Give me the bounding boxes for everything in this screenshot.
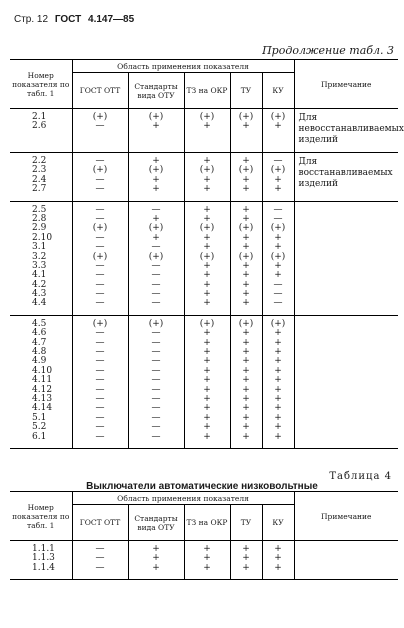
std-value: + [152, 562, 160, 573]
gost-value: (+) [92, 112, 108, 122]
tu-cell [230, 315, 262, 448]
indicator-number: 3.1 [32, 242, 47, 253]
std-value: — [151, 356, 161, 367]
tz-value: + [203, 232, 211, 243]
tz-value: (+) [199, 112, 215, 122]
gost-value: — [95, 553, 105, 564]
indicator-number: 1.1.3 [32, 553, 55, 564]
standard-name: ГОСТ [54, 14, 82, 25]
tz-value: (+) [199, 165, 215, 176]
indicator-number: 2.10 [32, 232, 53, 243]
tz-value: + [203, 384, 211, 395]
table-row-group [10, 153, 398, 202]
std-value: + [152, 156, 160, 166]
tu-value: + [242, 279, 250, 290]
ku-value: + [274, 422, 282, 433]
ku-value: + [274, 365, 282, 376]
tz-value: + [203, 553, 211, 564]
tu-value: (+) [238, 251, 254, 262]
std-value: (+) [148, 112, 164, 122]
std-value: — [151, 347, 161, 358]
gost-value: (+) [92, 318, 108, 329]
tz-value: + [203, 260, 211, 271]
indicator-number: 4.10 [32, 365, 53, 376]
tu-value: + [242, 156, 250, 166]
indicator-number: 4.13 [32, 393, 53, 404]
ku-value: + [274, 232, 282, 243]
indicator-number: 1.1.4 [32, 562, 55, 573]
tz-value: + [203, 356, 211, 367]
table-row-group [10, 201, 398, 315]
std-value: (+) [148, 165, 164, 176]
tu-value: + [242, 412, 250, 423]
std-value: + [152, 174, 160, 185]
tz-value: + [203, 393, 211, 404]
gost-value: — [95, 260, 105, 271]
gost-value: — [95, 393, 105, 404]
tu-value: + [242, 204, 250, 215]
note-cell [294, 541, 398, 580]
indicator-number: 3.2 [32, 251, 47, 262]
ku-value: + [274, 337, 282, 348]
tu-value: + [242, 270, 250, 281]
tz-value: + [203, 562, 211, 573]
ku-value: + [274, 184, 282, 195]
table-row-group [10, 109, 398, 153]
tz-value: + [203, 156, 211, 166]
std-value: — [151, 298, 161, 309]
indicator-number: 2.2 [32, 156, 47, 166]
ku-value: + [274, 356, 282, 367]
tu-value: + [242, 121, 250, 132]
ku-cell [262, 541, 294, 580]
tz-cell [184, 201, 230, 315]
tu-value: + [242, 337, 250, 348]
gost-cell [72, 315, 128, 448]
indicator-number: 4.4 [32, 298, 47, 309]
indicator-number: 3.3 [32, 260, 47, 271]
std-value: — [151, 204, 161, 215]
indicator-number: 4.3 [32, 289, 47, 300]
indicator-number: 4.8 [32, 347, 47, 358]
tz-value: + [203, 204, 211, 215]
tu-value: (+) [238, 223, 254, 234]
tz-value: + [203, 375, 211, 386]
std-value: — [151, 422, 161, 433]
std-value: — [151, 279, 161, 290]
gost-cell [72, 541, 128, 580]
tu-value: + [242, 242, 250, 253]
t4-col-area-header: Область применения показателя [72, 492, 294, 505]
indicator-number: 2.5 [32, 204, 47, 215]
indicator-number-cell [10, 109, 72, 153]
ku-cell [262, 153, 294, 202]
gost-value: — [95, 213, 105, 224]
ku-value: + [274, 121, 282, 132]
ku-cell [262, 109, 294, 153]
gost-value: — [95, 279, 105, 290]
t4-col-num-header: Номер показателя по табл. 1 [10, 492, 72, 541]
col-tu-header: ТУ [230, 73, 262, 109]
col-num-header: Номер показателя по табл. 1 [10, 60, 72, 109]
ku-value: + [274, 562, 282, 573]
ku-value: + [274, 412, 282, 423]
ku-value: + [274, 384, 282, 395]
ku-value: — [273, 298, 283, 309]
gost-value: — [95, 422, 105, 433]
table-4-body [10, 541, 398, 580]
std-value: — [151, 431, 161, 442]
tu-cell [230, 201, 262, 315]
ku-value: + [274, 431, 282, 442]
tz-value: + [203, 121, 211, 132]
tu-value: (+) [238, 318, 254, 329]
tu-value: + [242, 232, 250, 243]
gost-value: — [95, 375, 105, 386]
std-value: + [152, 121, 160, 132]
gost-value: — [95, 384, 105, 395]
note-cell [294, 201, 398, 315]
tu-value: + [242, 375, 250, 386]
t4-col-tz-header: ТЗ на ОКР [184, 505, 230, 541]
indicator-number-cell [10, 201, 72, 315]
ku-value: — [273, 289, 283, 300]
tz-value: + [203, 544, 211, 554]
indicator-number-cell [10, 541, 72, 580]
std-value: — [151, 365, 161, 376]
std-value: — [151, 289, 161, 300]
ku-value: — [273, 213, 283, 224]
ku-value: + [274, 553, 282, 564]
gost-value: — [95, 242, 105, 253]
gost-value: — [95, 270, 105, 281]
ku-value: (+) [270, 165, 286, 176]
col-tz-header: ТЗ на ОКР [184, 73, 230, 109]
std-cell [128, 153, 184, 202]
ku-value: + [274, 544, 282, 554]
indicator-number-cell [10, 315, 72, 448]
tz-value: (+) [199, 223, 215, 234]
indicator-number: 4.6 [32, 328, 47, 339]
tu-value: + [242, 422, 250, 433]
ku-value: (+) [270, 251, 286, 262]
std-value: — [151, 328, 161, 339]
gost-cell [72, 109, 128, 153]
std-cell [128, 109, 184, 153]
indicator-number: 5.2 [32, 422, 47, 433]
tz-value: + [203, 403, 211, 414]
tu-cell [230, 541, 262, 580]
standard-number: 4.147—85 [88, 14, 135, 25]
indicator-number: 4.1 [32, 270, 47, 281]
tz-value: + [203, 184, 211, 195]
tz-value: + [203, 213, 211, 224]
std-value: — [151, 393, 161, 404]
tz-cell [184, 541, 230, 580]
col-ku-header: КУ [262, 73, 294, 109]
table-4-title: Выключатели автоматические низковольтные [86, 481, 318, 492]
std-value: + [152, 544, 160, 554]
ku-value: + [274, 403, 282, 414]
indicator-number: 4.7 [32, 337, 47, 348]
tz-value: + [203, 270, 211, 281]
note-cell: Для невосстанавливаемых изделий [294, 109, 398, 153]
table-row-group [10, 315, 398, 448]
t4-col-tu-header: ТУ [230, 505, 262, 541]
gost-value: — [95, 562, 105, 573]
tu-value: + [242, 356, 250, 367]
std-cell [128, 315, 184, 448]
tu-value: + [242, 403, 250, 414]
ku-value: + [274, 260, 282, 271]
tu-cell [230, 109, 262, 153]
std-value: + [152, 184, 160, 195]
gost-value: — [95, 156, 105, 166]
ku-value: — [273, 156, 283, 166]
gost-value: — [95, 232, 105, 243]
tz-cell [184, 109, 230, 153]
tu-value: + [242, 298, 250, 309]
indicator-number: 2.1 [32, 112, 47, 122]
tu-value: (+) [238, 112, 254, 122]
gost-value: — [95, 365, 105, 376]
gost-value: (+) [92, 223, 108, 234]
indicator-number: 4.5 [32, 318, 47, 329]
std-value: — [151, 412, 161, 423]
tu-value: + [242, 431, 250, 442]
indicator-number: 2.4 [32, 174, 47, 185]
ku-value: (+) [270, 112, 286, 122]
gost-value: — [95, 298, 105, 309]
tz-value: + [203, 279, 211, 290]
std-value: + [152, 213, 160, 224]
table-4-caption: Таблица 4 [329, 471, 392, 482]
tz-value: + [203, 412, 211, 423]
tu-value: + [242, 384, 250, 395]
gost-value: — [95, 347, 105, 358]
std-value: (+) [148, 318, 164, 329]
gost-value: — [95, 412, 105, 423]
ku-value: — [273, 204, 283, 215]
std-value: — [151, 375, 161, 386]
page-number: Стр. 12 [14, 14, 49, 25]
table-3 [10, 59, 404, 449]
std-value: — [151, 337, 161, 348]
tu-value: + [242, 365, 250, 376]
col-gost-header: ГОСТ ОТТ [72, 73, 128, 109]
gost-value: — [95, 121, 105, 132]
gost-value: — [95, 337, 105, 348]
indicator-number: 2.8 [32, 213, 47, 224]
gost-value: — [95, 431, 105, 442]
tu-value: + [242, 289, 250, 300]
tu-value: + [242, 562, 250, 573]
tz-value: + [203, 347, 211, 358]
tu-value: + [242, 260, 250, 271]
gost-value: — [95, 289, 105, 300]
gost-value: — [95, 356, 105, 367]
table-3-body [10, 109, 404, 449]
t4-col-note-header: Примечание [294, 492, 398, 541]
tz-value: + [203, 365, 211, 376]
std-cell [128, 201, 184, 315]
tz-value: + [203, 298, 211, 309]
tz-value: + [203, 337, 211, 348]
indicator-number: 2.3 [32, 165, 47, 176]
tu-value: + [242, 184, 250, 195]
ku-value: + [274, 242, 282, 253]
gost-value: — [95, 328, 105, 339]
ku-value: + [274, 174, 282, 185]
tu-value: + [242, 174, 250, 185]
ku-value: + [274, 347, 282, 358]
indicator-number: 1.1.1 [32, 544, 55, 554]
std-value: (+) [148, 251, 164, 262]
tu-value: + [242, 393, 250, 404]
t4-col-gost-header: ГОСТ ОТТ [72, 505, 128, 541]
ku-value: — [273, 279, 283, 290]
tz-value: (+) [199, 251, 215, 262]
std-value: — [151, 270, 161, 281]
indicator-number: 4.2 [32, 279, 47, 290]
indicator-number: 4.9 [32, 356, 47, 367]
std-value: + [152, 232, 160, 243]
ku-value: + [274, 393, 282, 404]
col-area-header: Область применения показателя [72, 60, 294, 73]
gost-value: — [95, 184, 105, 195]
tu-value: + [242, 213, 250, 224]
indicator-number: 4.14 [32, 403, 53, 414]
gost-value: — [95, 403, 105, 414]
table-row-group [10, 541, 398, 580]
tu-value: + [242, 328, 250, 339]
tz-cell [184, 153, 230, 202]
ku-value: + [274, 270, 282, 281]
indicator-number: 4.12 [32, 384, 53, 395]
indicator-number: 5.1 [32, 412, 47, 423]
gost-value: — [95, 174, 105, 185]
ku-value: + [274, 375, 282, 386]
indicator-number: 2.9 [32, 223, 47, 234]
gost-value: — [95, 204, 105, 215]
tz-value: + [203, 242, 211, 253]
tz-cell [184, 315, 230, 448]
tz-value: + [203, 328, 211, 339]
indicator-number: 2.7 [32, 184, 47, 195]
std-value: + [152, 553, 160, 564]
tu-value: + [242, 553, 250, 564]
indicator-number: 6.1 [32, 431, 47, 442]
tz-value: (+) [199, 318, 215, 329]
std-value: (+) [148, 223, 164, 234]
t4-col-std-header: Стандарты вида ОТУ [128, 505, 184, 541]
indicator-number: 4.11 [32, 375, 53, 386]
tz-value: + [203, 289, 211, 300]
t4-col-ku-header: КУ [262, 505, 294, 541]
table-4 [10, 491, 398, 580]
std-value: — [151, 403, 161, 414]
ku-value: (+) [270, 223, 286, 234]
ku-cell [262, 201, 294, 315]
gost-value: (+) [92, 165, 108, 176]
ku-value: (+) [270, 318, 286, 329]
std-value: — [151, 242, 161, 253]
note-cell [294, 315, 398, 448]
col-std-header: Стандарты вида ОТУ [128, 73, 184, 109]
indicator-number: 2.6 [32, 121, 47, 132]
tz-value: + [203, 431, 211, 442]
gost-cell [72, 153, 128, 202]
indicator-number-cell [10, 153, 72, 202]
std-cell [128, 541, 184, 580]
continuation-label: Продолжение табл. 3 [262, 44, 394, 57]
tz-value: + [203, 422, 211, 433]
tz-value: + [203, 174, 211, 185]
std-value: — [151, 384, 161, 395]
note-cell: Для восстанавливаемых изделий [294, 153, 398, 202]
tu-value: + [242, 347, 250, 358]
tu-cell [230, 153, 262, 202]
col-note-header: Примечание [294, 60, 398, 109]
std-value: — [151, 260, 161, 271]
tu-value: (+) [238, 165, 254, 176]
tu-value: + [242, 544, 250, 554]
gost-value: — [95, 544, 105, 554]
gost-value: (+) [92, 251, 108, 262]
gost-cell [72, 201, 128, 315]
page-header [14, 14, 134, 25]
ku-cell [262, 315, 294, 448]
ku-value: + [274, 328, 282, 339]
